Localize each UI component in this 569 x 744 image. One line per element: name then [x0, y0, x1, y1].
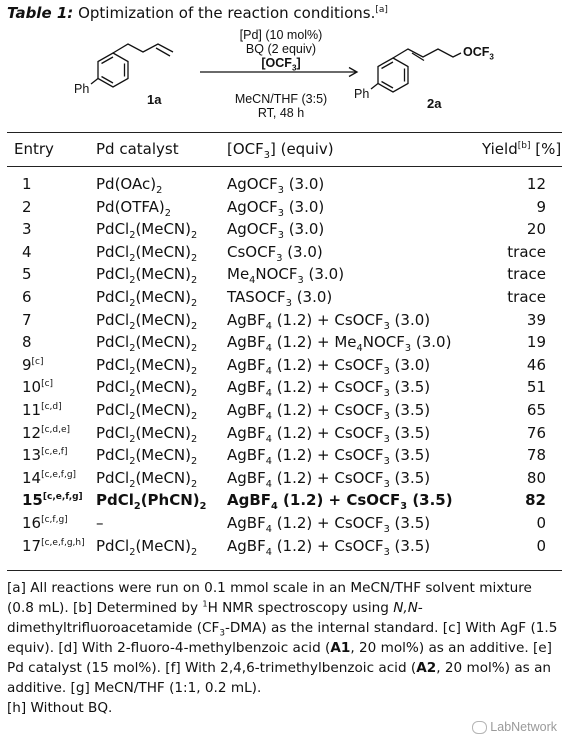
sm-ph-label: Ph: [74, 82, 90, 96]
table-bottom-rule: [7, 570, 562, 571]
catalyst-cell: $Pd(OAc)_2$: [96, 175, 163, 196]
reagent-cell: $Me_4NOCF_3$ (3.0): [227, 265, 345, 287]
yield-cell: 46: [526, 355, 546, 374]
reagent-cell: AgBF$_4$ (1.2) + CsOCF$_3$ (3.5): [227, 468, 431, 490]
catalyst-cell: $PdCl_2(MeCN)_2$: [96, 378, 198, 400]
yield-cell: 80: [526, 468, 546, 487]
catalyst-cell: $PdCl_2(MeCN)_2$: [96, 310, 198, 332]
sm-benzene-ring: [98, 53, 128, 87]
reagent-cell: CsOCF$_3$ (3.0): [227, 242, 323, 264]
catalyst-cell: $PdCl_2(MeCN)_2$: [96, 355, 198, 377]
oxidant-condition: BQ (2 equiv): [245, 42, 317, 56]
product-ocf3-label: $OCF_3$: [463, 45, 494, 62]
catalyst-cell: $PdCl_2(MeCN)_2$: [96, 446, 198, 468]
temp-time-condition: RT, 48 h: [257, 106, 305, 120]
entry-cell: 6: [22, 288, 32, 306]
catalyst-cell: $PdCl_2(MeCN)_2$: [96, 401, 198, 422]
entry-cell: 1: [22, 175, 32, 193]
table-row: [0, 311, 569, 333]
product-ph-bond: [371, 84, 378, 90]
entry-cell: 7: [22, 310, 32, 329]
yield-cell: trace: [507, 288, 546, 306]
table-row: [0, 288, 569, 310]
catalyst-cell: $PdCl_2(MeCN)_2$: [96, 288, 198, 309]
reagent-cell: AgBF$_4$ (1.2) + CsOCF$_3$ (3.5): [227, 514, 431, 535]
catalyst-cell: $PdCl_2(MeCN)_2$: [96, 220, 198, 242]
reagent-cell: AgOCF$_3$ (3.0): [227, 175, 325, 196]
reagent-cell: AgBF$_4$ (1.2) + CsOCF$_3$ (3.5): [227, 401, 431, 422]
reagent-cell: AgBF$_4$ (1.2) + CsOCF$_3$ (3.0): [227, 355, 431, 377]
yield-cell: 51: [526, 378, 546, 397]
solvent-condition: MeCN/THF (3:5): [234, 92, 328, 106]
catalyst-cell: $PdCl_2(MeCN)_2$: [96, 423, 198, 445]
watermark: LabNetwork: [472, 720, 557, 734]
product-ph-label: Ph: [354, 87, 370, 101]
catalyst-condition: [Pd] (10 mol%): [239, 28, 323, 42]
table-footnotes: [a] All reactions were run on 0.1 mmol scale in an MeCN/THF solvent mixture (0.8 mL). [b] Determined by $^1$H NMR spectroscopy using N,N-dimethyltrifluoroacetamide $(CF_3-DMA)$ as the internal standard. [c] With AgF (1.5 equiv). [d] With 2-fluoro-4-methylbenzoic acid (A1, 20 mol%) as an additive. [e] Pd catalyst (15 mol%). [f] With 2,4,6-trimethylbenzoic acid (A2, 20 mol%) as an additive. [g] MeCN/THF (1:1, 0.2 mL). [h] Without BQ.: [7, 580, 558, 716]
catalyst-cell: $PdCl_2(MeCN)_2$: [96, 536, 198, 558]
yield-cell: 65: [526, 401, 546, 419]
reagent-cell: AgBF$_4$ (1.2) + CsOCF$_3$ (3.5): [227, 446, 431, 468]
table-title: [7, 4, 388, 22]
table-caption: Optimization of the reaction conditions.: [78, 4, 376, 22]
header-reagent: $[OCF_3]$ (equiv): [227, 140, 334, 161]
yield-cell: 0: [536, 536, 546, 555]
table-row: [0, 446, 569, 468]
entry-cell: 3: [22, 220, 32, 239]
catalyst-cell: $PdCl_2(MeCN)_2$: [96, 333, 198, 355]
entry-cell: 2: [22, 197, 32, 216]
product-chain: [393, 49, 461, 58]
catalyst-cell: $PdCl_2(MeCN)_2$: [96, 265, 198, 287]
entry-cell: 5: [22, 265, 32, 284]
entry-cell: 8: [22, 333, 32, 352]
table-row: [0, 198, 569, 220]
table-row: [0, 378, 569, 400]
yield-cell: 39: [526, 310, 546, 329]
yield-cell: 9: [536, 197, 546, 216]
product-compound-label: 2a: [427, 96, 442, 111]
conditions-above-arrow: [196, 28, 366, 73]
entry-cell: 9[c]: [22, 355, 44, 374]
entry-cell: 13[c,e,f]: [22, 446, 68, 465]
header-yield: Yield[b] [%]: [482, 140, 562, 158]
table-row: [0, 175, 569, 197]
yield-cell: 78: [526, 446, 546, 465]
yield-cell: trace: [507, 242, 546, 261]
conditions-below-arrow: [196, 92, 366, 120]
yield-cell: 20: [526, 220, 546, 239]
product-benzene-ring: [378, 58, 408, 92]
table-row: [0, 220, 569, 242]
table-row: [0, 243, 569, 265]
reaction-scheme: [0, 24, 569, 132]
reagent-cell: AgBF$_4$ (1.2) + CsOCF$_3$ (3.5): [227, 378, 431, 400]
catalyst-cell: $PdCl_2(MeCN)_2$: [96, 468, 198, 490]
sm-compound-label: 1a: [147, 92, 162, 107]
table-row: [0, 356, 569, 378]
yield-cell: 0: [536, 514, 546, 532]
reagent-cell: $TASOCF_3$ (3.0): [227, 288, 333, 309]
reagent-cell: AgBF$_4$ (1.2) + CsOCF$_3$ (3.5): [227, 491, 453, 513]
yield-cell: 82: [525, 491, 546, 510]
entry-cell: 10[c]: [22, 378, 54, 397]
reagent-cell: AgOCF$_3$ (3.0): [227, 220, 325, 242]
table-row: [0, 333, 569, 355]
reagent-cell: AgBF$_4$ (1.2) + CsOCF$_3$ (3.5): [227, 423, 431, 445]
table-row: [0, 469, 569, 491]
reagent-cell: AgBF$_4$ (1.2) + CsOCF$_3$ (3.5): [227, 536, 431, 558]
entry-cell: 12[c,d,e]: [22, 423, 71, 442]
entry-cell: 15[c,e,f,g]: [22, 491, 83, 510]
sm-ph-bond: [91, 79, 98, 85]
table-label: Table 1:: [7, 4, 74, 22]
entry-cell: 11[c,d]: [22, 401, 62, 419]
title-footnote-mark: [a]: [375, 5, 388, 15]
header-catalyst: Pd catalyst: [96, 140, 179, 158]
reagent-cell: AgBF$_4$ $(1.2) + Me_4NOCF_3$ (3.0): [227, 333, 452, 355]
reagent-condition: $[OCF_3]$: [261, 56, 301, 73]
sm-allyl-chain: [113, 44, 173, 53]
reagent-cell: AgOCF$_3$ (3.0): [227, 197, 325, 219]
reagent-cell: AgBF$_4$ (1.2) + CsOCF$_3$ (3.0): [227, 310, 431, 332]
table-row: [0, 537, 569, 559]
yield-cell: 12: [526, 175, 546, 193]
header-entry: Entry: [14, 140, 54, 158]
table-row: [0, 491, 569, 513]
table-row: [0, 514, 569, 536]
entry-cell: 17[c,e,f,g,h]: [22, 536, 85, 555]
entry-cell: 14[c,e,f,g]: [22, 468, 77, 487]
catalyst-cell: $PdCl_2(PhCN)_2$: [96, 491, 207, 513]
catalyst-cell: $PdCl_2(MeCN)_2$: [96, 242, 198, 264]
table-row: [0, 265, 569, 287]
yield-cell: 76: [526, 423, 546, 442]
yield-cell: trace: [507, 265, 546, 284]
table-header-rule: [7, 166, 562, 167]
entry-cell: 4: [22, 242, 32, 261]
catalyst-cell: –: [96, 514, 104, 532]
entry-cell: 16[c,f,g]: [22, 514, 68, 532]
catalyst-cell: $Pd(OTFA)_2$: [96, 197, 171, 219]
yield-cell: 19: [526, 333, 546, 352]
table-row: [0, 401, 569, 423]
table-row: [0, 424, 569, 446]
table-top-rule: [7, 132, 562, 133]
chat-bubble-icon: [472, 721, 487, 734]
